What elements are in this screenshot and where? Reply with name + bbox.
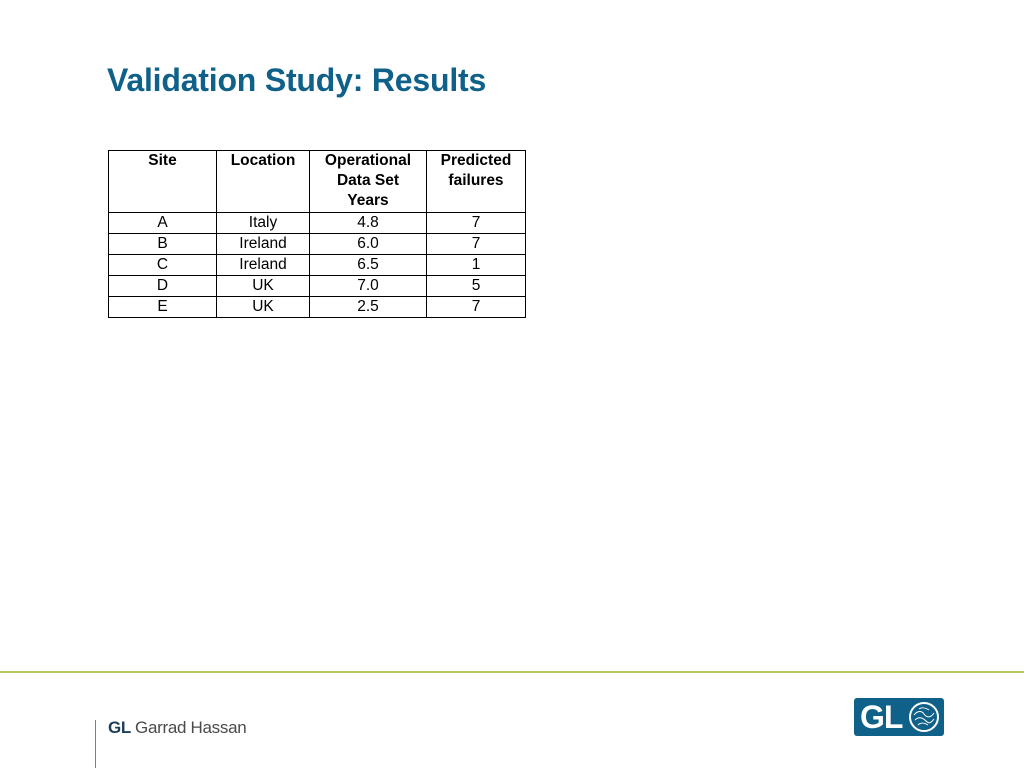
cell-failures: 7 [427,234,526,255]
cell-failures: 7 [427,213,526,234]
table-row [109,234,526,255]
header-location: Location [217,151,310,213]
logo-letters: GL [860,699,903,735]
table-row [109,213,526,234]
footer-divider-line [0,671,1024,673]
cell-years: 4.8 [310,213,427,234]
cell-failures: 7 [427,297,526,318]
table-row [109,255,526,276]
cell-site: B [109,234,217,255]
cell-site: C [109,255,217,276]
cell-years: 2.5 [310,297,427,318]
cell-failures: 5 [427,276,526,297]
slide-title: Validation Study: Results [107,62,487,98]
footer-vertical-divider [95,720,96,768]
brand-prefix: GL [108,718,132,737]
cell-site: A [109,213,217,234]
results-table [108,150,526,318]
cell-location: UK [217,297,310,318]
header-predicted-failures: Predicted failures [427,151,526,213]
header-site: Site [109,151,217,213]
cell-years: 6.5 [310,255,427,276]
cell-location: UK [217,276,310,297]
globe-icon [908,701,940,733]
cell-location: Italy [217,213,310,234]
footer-brand [108,718,246,738]
cell-site: E [109,297,217,318]
gl-logo [854,698,944,736]
cell-years: 7.0 [310,276,427,297]
brand-name: Garrad Hassan [135,718,247,737]
cell-location: Ireland [217,255,310,276]
cell-location: Ireland [217,234,310,255]
cell-years: 6.0 [310,234,427,255]
cell-site: D [109,276,217,297]
table-row [109,276,526,297]
cell-failures: 1 [427,255,526,276]
header-operational-years: Operational Data Set Years [310,151,427,213]
header-row [109,151,526,213]
table-row [109,297,526,318]
